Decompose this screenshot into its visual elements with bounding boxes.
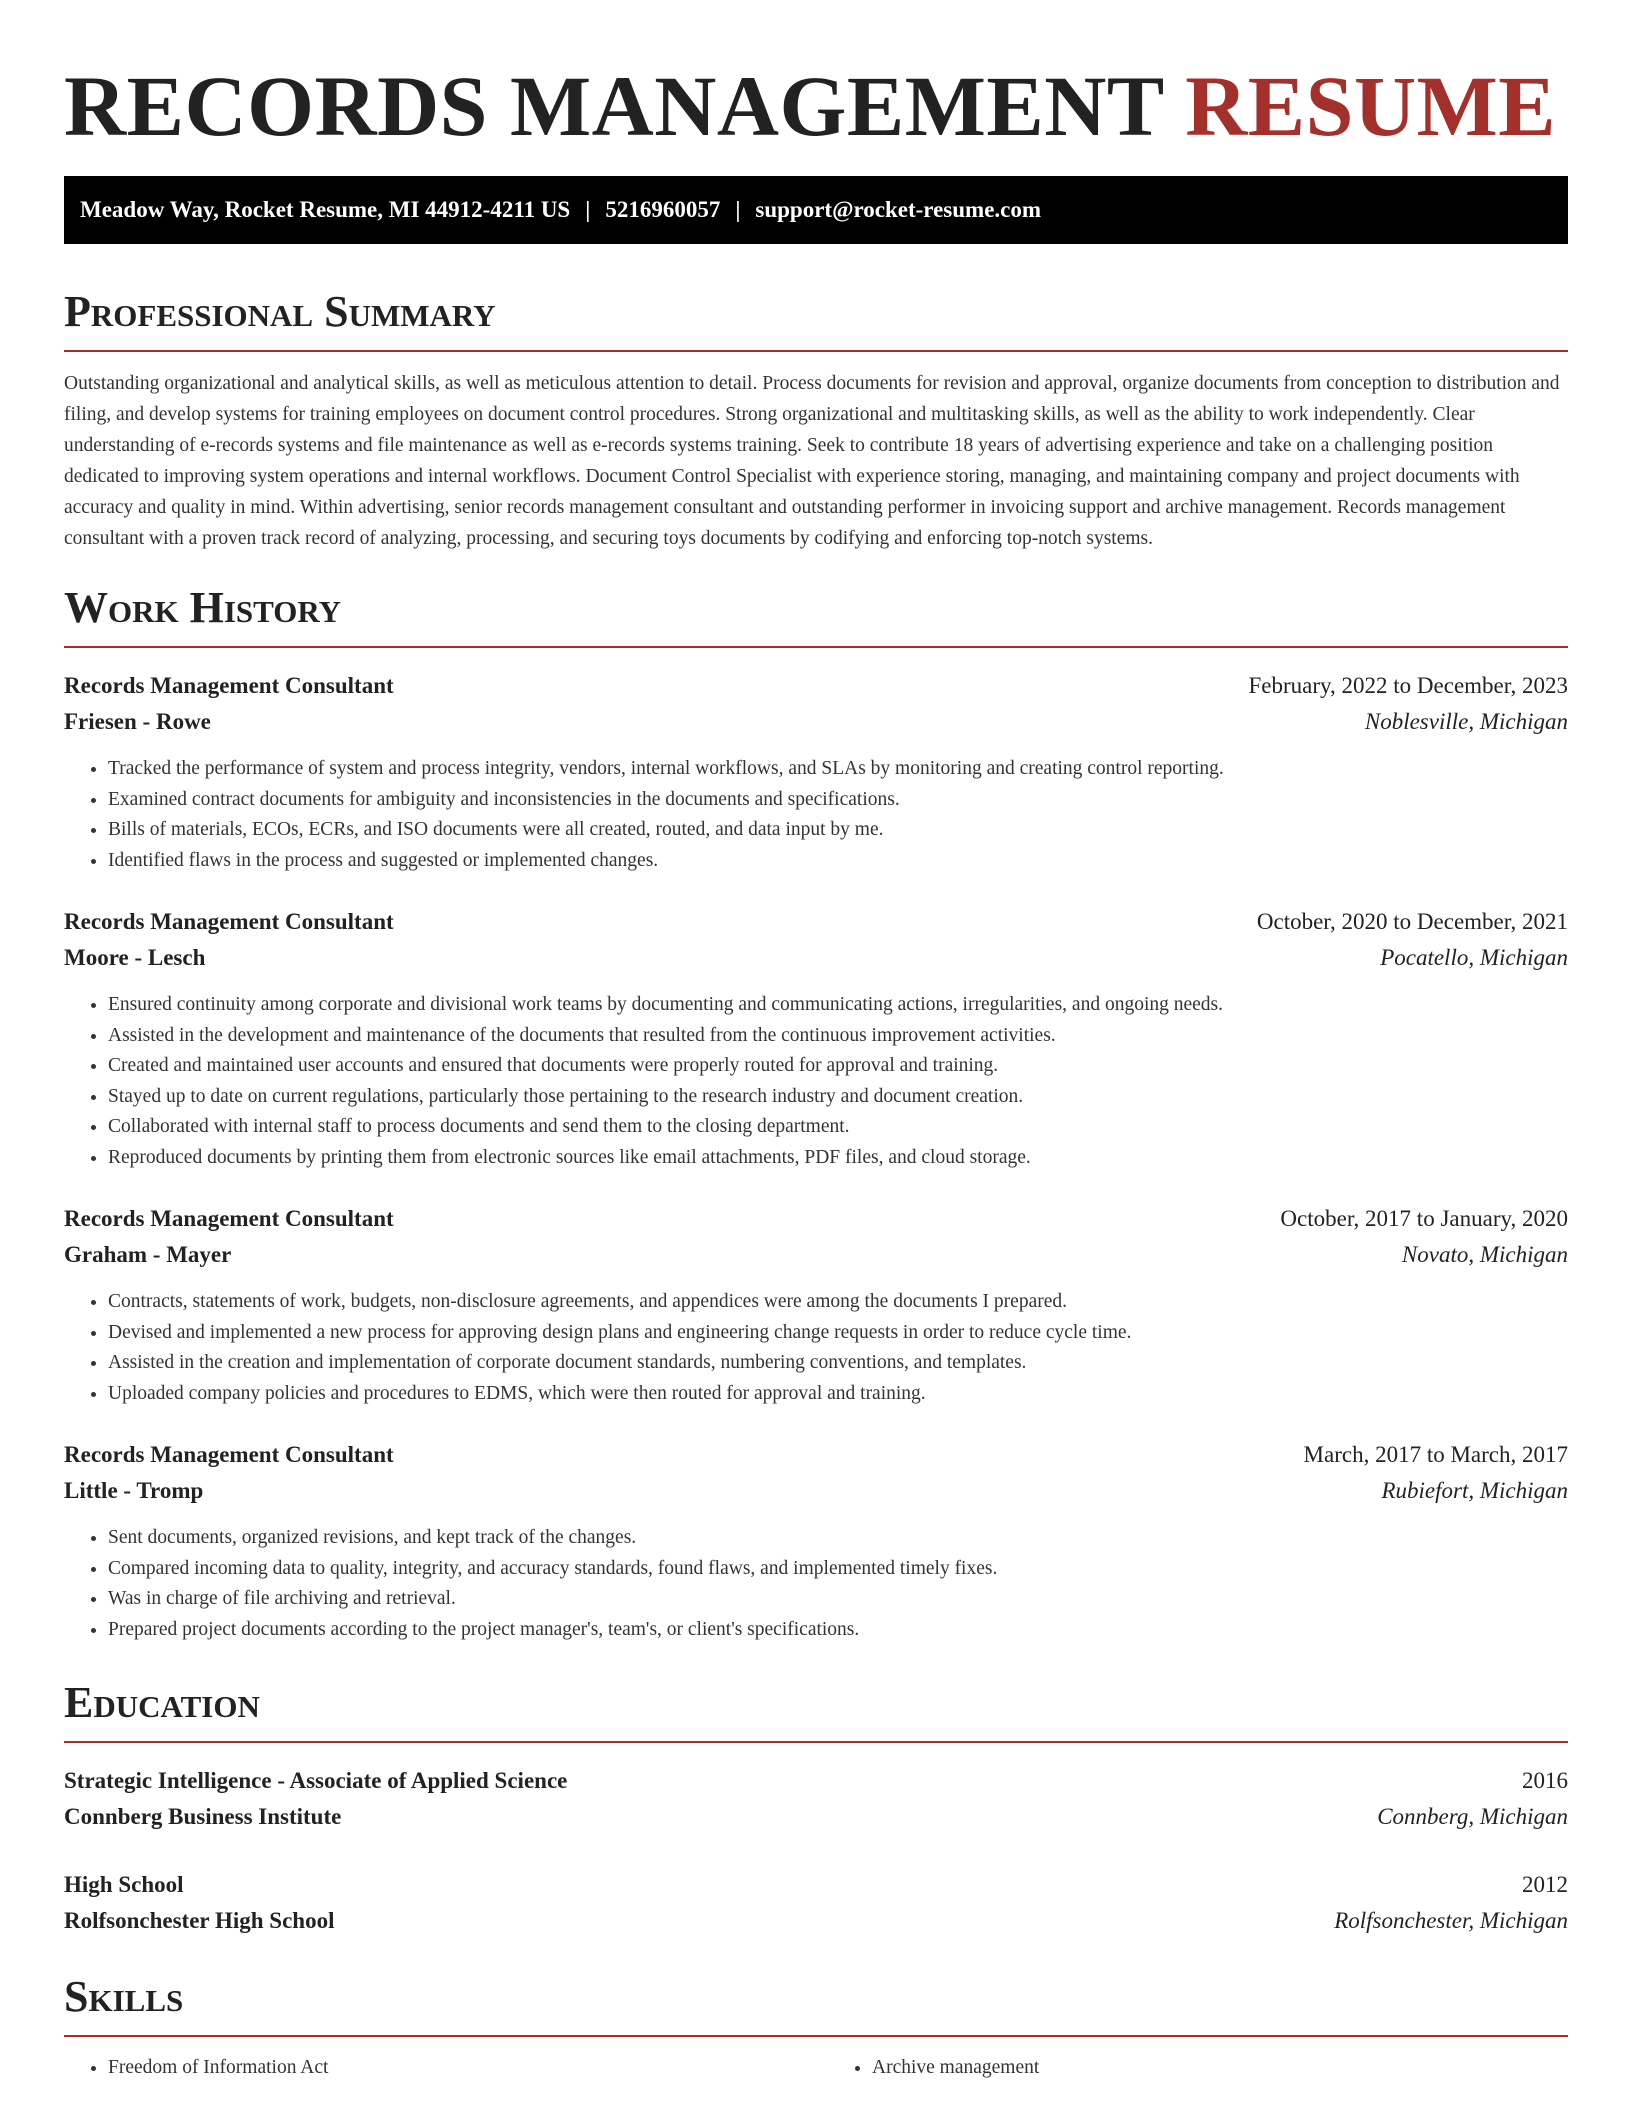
job-bullet: • Prepared project documents according to the project manager's, team's, or client's specifications. (108, 1615, 1568, 1646)
job-bullet: • Sent documents, organized revisions, and kept track of the changes. (108, 1523, 1568, 1554)
job-company: Friesen - Rowe (64, 709, 211, 734)
job-dates: October, 2017 to January, 2020 (1280, 1206, 1568, 1231)
section-divider (64, 646, 1568, 648)
education-entry (64, 1763, 1568, 1835)
job-title: Records Management Consultant (64, 1442, 394, 1467)
title-accent: RESUME (1185, 58, 1557, 154)
contact-address: Meadow Way, Rocket Resume, MI 44912-4211 US (80, 197, 571, 222)
job-bullet: • Devised and implemented a new process for approving design plans and engineering change requests in order to reduce cycle time. (108, 1318, 1568, 1349)
job-bullet: • Assisted in the development and maintenance of the documents that resulted from the continuous improvement activities. (108, 1021, 1568, 1052)
job-bullet: • Examined contract documents for ambiguity and inconsistencies in the documents and specifications. (108, 785, 1568, 816)
education-entry (64, 1867, 1568, 1939)
job-entry (64, 1437, 1568, 1645)
job-dates: February, 2022 to December, 2023 (1248, 673, 1568, 698)
education-year: 2012 (1522, 1872, 1568, 1897)
education-degree-row (64, 1763, 1568, 1799)
job-bullet: • Identified flaws in the process and suggested or implemented changes. (108, 846, 1568, 877)
job-bullet: • Reproduced documents by printing them from electronic sources like email attachments, PDF files, and cloud storage. (108, 1143, 1568, 1174)
skills-heading: Skills (64, 1972, 184, 2021)
job-header-row (64, 904, 1568, 940)
skills-column-left (64, 2053, 804, 2084)
job-bullet: • Uploaded company policies and procedures to EDMS, which were then routed for approval and training. (108, 1379, 1568, 1410)
job-company-row (64, 704, 1568, 740)
job-bullet: • Bills of materials, ECOs, ECRs, and ISO documents were all created, routed, and data input by me. (108, 815, 1568, 846)
job-location: Rubiefort, Michigan (1381, 1478, 1568, 1503)
resume-title (64, 0, 1568, 156)
education-school-row (64, 1903, 1568, 1939)
job-company: Little - Tromp (64, 1478, 204, 1503)
job-entry (64, 1201, 1568, 1409)
job-bullets (64, 754, 1568, 876)
job-title: Records Management Consultant (64, 673, 394, 698)
job-dates: March, 2017 to March, 2017 (1303, 1442, 1568, 1467)
education-school: Connberg Business Institute (64, 1804, 342, 1829)
education-year: 2016 (1522, 1768, 1568, 1793)
skills-list (64, 2053, 1568, 2084)
job-title: Records Management Consultant (64, 1206, 394, 1231)
job-bullet: • Tracked the performance of system and process integrity, vendors, internal workflows, and SLAs by monitoring and creating control reporting. (108, 754, 1568, 785)
title-main: RECORDS MANAGEMENT (64, 58, 1164, 154)
job-entry (64, 668, 1568, 876)
contact-phone: 5216960057 (605, 197, 721, 222)
job-header-row (64, 1437, 1568, 1473)
job-bullet: • Collaborated with internal staff to process documents and send them to the closing department. (108, 1112, 1568, 1143)
job-dates: October, 2020 to December, 2021 (1256, 909, 1568, 934)
contact-separator: | (585, 197, 591, 222)
job-bullets (64, 1287, 1568, 1409)
education-location: Rolfsonchester, Michigan (1334, 1908, 1568, 1933)
education-degree-row (64, 1867, 1568, 1903)
work-history-heading: Work History (64, 583, 342, 632)
job-bullet: • Compared incoming data to quality, integrity, and accuracy standards, found flaws, and implemented timely fixes. (108, 1554, 1568, 1585)
job-bullet: • Contracts, statements of work, budgets, non-disclosure agreements, and appendices were among the documents I prepared. (108, 1287, 1568, 1318)
job-company-row (64, 1473, 1568, 1509)
job-bullets (64, 990, 1568, 1173)
job-bullet: • Was in charge of file archiving and retrieval. (108, 1584, 1568, 1615)
job-header-row (64, 1201, 1568, 1237)
resume-content (64, 0, 1568, 2084)
education-school-row (64, 1799, 1568, 1835)
skills-column-right (828, 2053, 1568, 2084)
job-company: Graham - Mayer (64, 1242, 232, 1267)
job-bullet: • Created and maintained user accounts and ensured that documents were properly routed for approval and training. (108, 1051, 1568, 1082)
education-location: Connberg, Michigan (1377, 1804, 1568, 1829)
job-bullet: • Assisted in the creation and implementation of corporate document standards, numbering conventions, and templates. (108, 1348, 1568, 1379)
summary-heading: Professional Summary (64, 287, 496, 336)
job-entry (64, 904, 1568, 1173)
education-school: Rolfsonchester High School (64, 1908, 335, 1933)
job-company: Moore - Lesch (64, 945, 206, 970)
contact-email[interactable]: support@rocket-resume.com (755, 197, 1042, 222)
section-divider (64, 2035, 1568, 2037)
job-header-row (64, 668, 1568, 704)
job-location: Pocatello, Michigan (1380, 945, 1568, 970)
contact-bar (64, 176, 1568, 244)
job-bullet: • Ensured continuity among corporate and divisional work teams by documenting and communicating actions, irregularities, and ongoing needs. (108, 990, 1568, 1021)
section-divider (64, 1741, 1568, 1743)
skill-item: • Freedom of Information Act (108, 2053, 804, 2084)
job-location: Novato, Michigan (1401, 1242, 1568, 1267)
contact-separator: | (735, 197, 741, 222)
education-degree: High School (64, 1872, 184, 1897)
job-bullets (64, 1523, 1568, 1645)
job-title: Records Management Consultant (64, 909, 394, 934)
job-location: Noblesville, Michigan (1364, 709, 1568, 734)
skill-item: • Archive management (872, 2053, 1568, 2084)
job-company-row (64, 940, 1568, 976)
summary-text: Outstanding organizational and analytical skills, as well as meticulous attention to detail. Process documents for revision and approval, organize documents from conception to distribution and filing, and develop systems for training employees on document control procedures. Strong organizational and multitasking skills, as well as the ability to work independently. Clear understanding of e-records systems and file maintenance as well as e-records systems training. Seek to contribute 18 years of advertising experience and take on a challenging position dedicated to improving system operations and internal workflows. Document Control Specialist with experience storing, managing, and maintaining company and project documents with accuracy and quality in mind. Within advertising, senior records management consultant and outstanding performer in invoicing support and archive management. Records management consultant with a proven track record of analyzing, processing, and securing toys documents by codifying and enforcing top-notch systems. (64, 373, 1560, 549)
job-bullet: • Stayed up to date on current regulations, particularly those pertaining to the research industry and document creation. (108, 1082, 1568, 1113)
section-divider (64, 350, 1568, 352)
education-degree: Strategic Intelligence - Associate of Applied Science (64, 1768, 568, 1793)
job-company-row (64, 1237, 1568, 1273)
education-heading: Education (64, 1678, 260, 1727)
